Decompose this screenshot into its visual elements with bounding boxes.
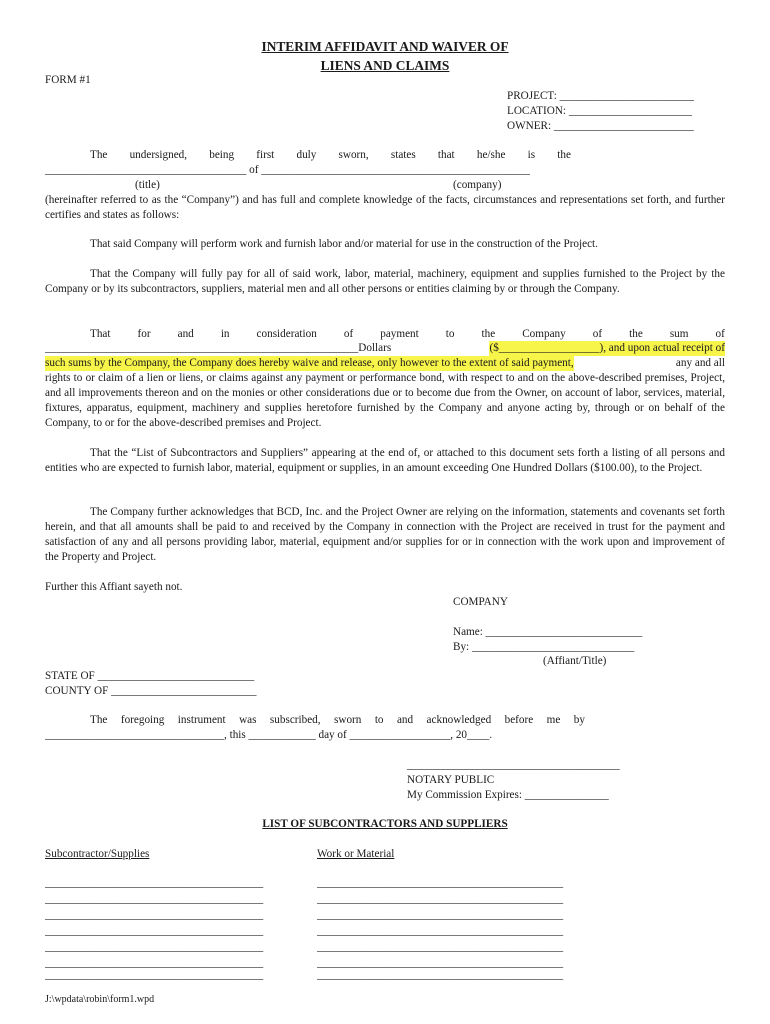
foregoing-word: instrument — [177, 714, 226, 726]
county-of-field[interactable]: COUNTY OF __________________________ — [45, 685, 257, 697]
subcontractor-blank-row[interactable]: _______________________________________ — [45, 941, 264, 953]
consideration-word: and — [177, 328, 194, 340]
paragraph-full-payment: That the Company will fully pay for all of said work, labor, material, machinery, equipment and supplies furnished to the Project by the Company or by its subcontractors, suppliers, material men and all other persons or entities claiming by or through the Company. — [45, 268, 725, 295]
list-title: LIST OF SUBCONTRACTORS AND SUPPLIERS — [262, 818, 508, 830]
dollars-blank[interactable]: ________________________________________________________Dollars — [45, 342, 392, 354]
paragraph-acknowledgement: The Company further acknowledges that BCD, Inc. and the Project Owner are relying on the information, statements and covenants set forth herein, and that all amounts shall be paid to and received by the Company in connection with the Project are received in trust for the payment and satisfaction of any and all persons providing labor, material, equipment and/or supplies for or in connection with the work upon and improvement of the Property and Project. — [45, 506, 725, 563]
intro-word: duly — [296, 149, 317, 161]
notary-signature-line[interactable]: ______________________________________ — [407, 759, 620, 771]
title-label: (title) — [135, 179, 160, 191]
subcontractor-blank-row[interactable]: _______________________________________ — [45, 969, 264, 981]
consideration-word: of — [343, 328, 354, 340]
intro-line — [90, 148, 571, 163]
state-of-field[interactable]: STATE OF ____________________________ — [45, 670, 255, 682]
work-material-blank-row[interactable]: ____________________________________________ — [317, 969, 564, 981]
intro-word: the — [557, 149, 571, 161]
foregoing-word: foregoing — [120, 714, 165, 726]
waiver-line — [45, 356, 725, 371]
consideration-word: the — [629, 328, 643, 340]
foregoing-word: before — [504, 714, 534, 726]
company-label: (company) — [453, 179, 502, 191]
consideration-word: consideration — [256, 328, 317, 340]
foregoing-line — [90, 713, 585, 728]
foregoing-word: subscribed, — [269, 714, 321, 726]
foregoing-word: The — [90, 714, 108, 726]
intro-word: The — [90, 149, 108, 161]
notary-public-label: NOTARY PUBLIC — [407, 774, 495, 786]
intro-word: is — [527, 149, 536, 161]
intro-continuation: (hereinafter referred to as the “Company”) and has full and complete knowledge of the facts, circumstances and representations set forth, and further certifies and states as follows: — [45, 194, 725, 221]
title-company-blank[interactable]: ____________________________________ of ________________________________________________ — [45, 164, 530, 176]
company-heading: COMPANY — [453, 596, 508, 608]
work-material-blank-row[interactable]: ____________________________________________ — [317, 877, 564, 889]
project-field[interactable]: PROJECT: ________________________ — [507, 90, 694, 102]
consideration-word: That — [90, 328, 111, 340]
consideration-word: for — [137, 328, 151, 340]
foregoing-word: by — [573, 714, 585, 726]
footer-file-path: J:\wpdata\robin\form1.wpd — [45, 994, 155, 1005]
work-material-blank-row[interactable]: ____________________________________________ — [317, 941, 564, 953]
commission-expires-field[interactable]: My Commission Expires: _______________ — [407, 789, 609, 801]
consideration-word: in — [220, 328, 230, 340]
intro-word: he/she — [476, 149, 506, 161]
location-field[interactable]: LOCATION: ______________________ — [507, 105, 692, 117]
work-material-blank-row[interactable]: ____________________________________________ — [317, 925, 564, 937]
foregoing-word: was — [239, 714, 257, 726]
document-title-line2: LIENS AND CLAIMS — [320, 58, 450, 73]
subcontractor-blank-row[interactable]: _______________________________________ — [45, 957, 264, 969]
column-header-work-material: Work or Material — [317, 848, 395, 860]
paragraph-perform-work: That said Company will perform work and furnish labor and/or material for use in the construction of the Project. — [90, 238, 598, 250]
intro-word: being — [209, 149, 235, 161]
consideration-word: sum — [669, 328, 689, 340]
work-material-blank-row[interactable]: ____________________________________________ — [317, 957, 564, 969]
paragraph-subcontractor-list: That the “List of Subcontractors and Suppliers” appearing at the end of, or attached to this document sets forth a listing of all persons and entities who are expected to furnish labor, material, equipment or supplies, in an amount exceeding One Hundred Dollars ($100.00), to the Project. — [45, 447, 725, 474]
dollars-line — [45, 341, 725, 356]
foregoing-word: me — [546, 714, 561, 726]
consideration-word: of — [592, 328, 603, 340]
form-number: FORM #1 — [45, 74, 91, 86]
foregoing-word: and — [396, 714, 414, 726]
subcontractor-blank-row[interactable]: _______________________________________ — [45, 877, 264, 889]
consideration-word: payment — [380, 328, 419, 340]
owner-field[interactable]: OWNER: _________________________ — [507, 120, 694, 132]
intro-word: sworn, — [338, 149, 369, 161]
subcontractor-blank-row[interactable]: _______________________________________ — [45, 893, 264, 905]
consideration-word: to — [445, 328, 455, 340]
intro-word: that — [437, 149, 455, 161]
document-title-line1: INTERIM AFFIDAVIT AND WAIVER OF — [261, 39, 509, 54]
dollar-amount-highlight[interactable]: ($__________________), and upon actual receipt of — [489, 342, 725, 354]
column-header-subcontractor: Subcontractor/Supplies — [45, 848, 150, 860]
consideration-line — [90, 327, 725, 342]
signature-name-field[interactable]: Name: ____________________________ — [453, 626, 643, 638]
foregoing-word: acknowledged — [426, 714, 492, 726]
foregoing-word: sworn — [334, 714, 362, 726]
waiver-highlight: such sums by the Company, the Company does hereby waive and release, only however to the extent of said payment, — [45, 357, 574, 369]
intro-word: states — [390, 149, 416, 161]
further-affiant: Further this Affiant sayeth not. — [45, 581, 183, 593]
waiver-paragraph-body: rights to or claim of a lien or liens, or claims against any payment or performance bond, with respect to and on the above-described premises, Project, and all improvements thereon and on the monies or other considerations due or to become due from the Owner, on account of labor, services, material, fixtures, apparatus, equipment, machinery and supplies heretofore furnished by the Company and anyone acting by, through or on behalf of the Company, to or for the above-described premises and Project. — [45, 372, 725, 429]
signature-by-field[interactable]: By: _____________________________ — [453, 641, 635, 653]
work-material-blank-row[interactable]: ____________________________________________ — [317, 893, 564, 905]
consideration-word: of — [715, 328, 725, 340]
subcontractor-blank-row[interactable]: _______________________________________ — [45, 909, 264, 921]
intro-word: undersigned, — [129, 149, 188, 161]
subcontractor-blank-row[interactable]: _______________________________________ — [45, 925, 264, 937]
consideration-word: Company — [522, 328, 566, 340]
waiver-rest: any and all — [675, 357, 725, 369]
foregoing-word: to — [374, 714, 384, 726]
affiant-title-label: (Affiant/Title) — [543, 655, 607, 667]
intro-word: first — [256, 149, 275, 161]
foregoing-date-line[interactable]: ________________________________, this ____________ day of __________________, 20____. — [45, 729, 493, 741]
work-material-blank-row[interactable]: ____________________________________________ — [317, 909, 564, 921]
consideration-word: the — [481, 328, 496, 340]
